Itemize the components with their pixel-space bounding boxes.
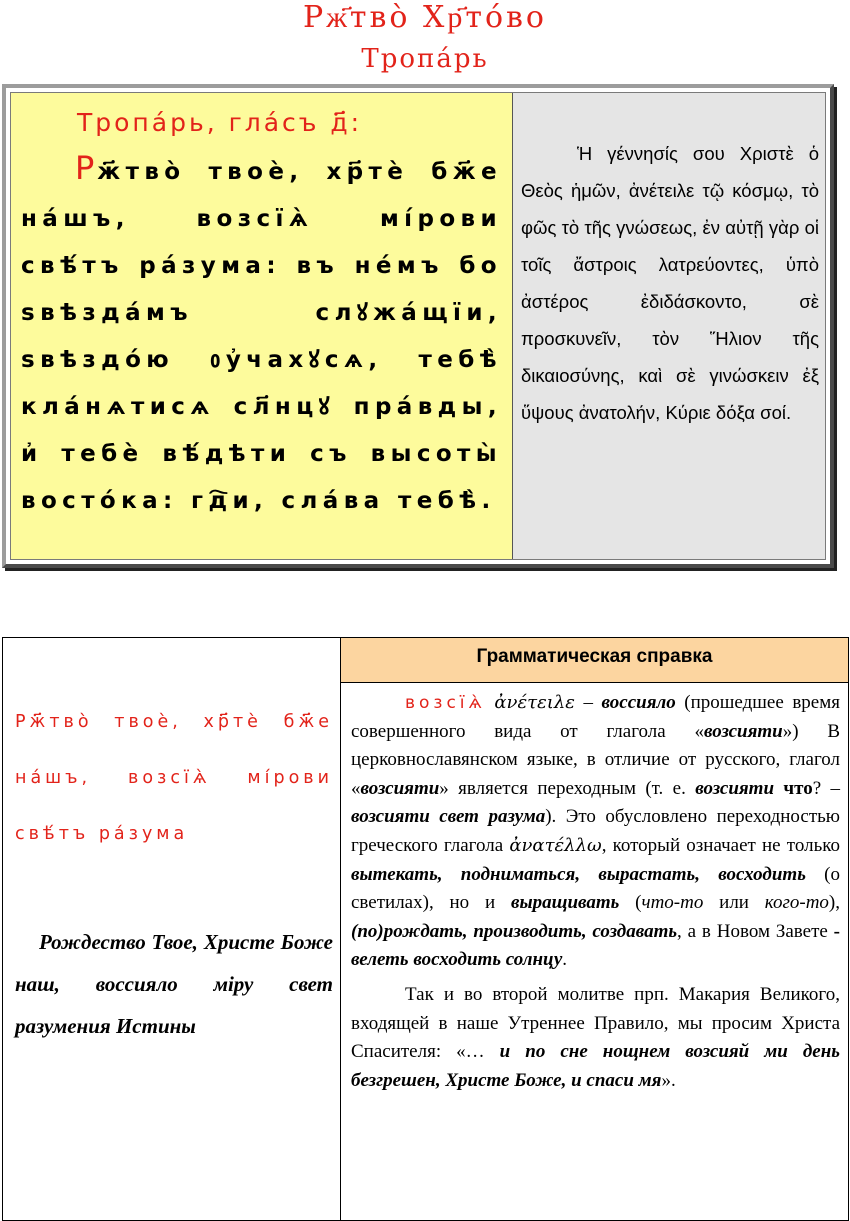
troparion-panel [2, 84, 834, 568]
text-run [774, 778, 783, 799]
text-run: » является переходным (т. е. [439, 777, 696, 799]
text-run: ). Это обусловлено переходностью греческого глагола [351, 806, 840, 856]
dash: – [574, 692, 602, 713]
page-subtitle: Тропа́рь [361, 44, 489, 74]
grammar-header: Грамматическая справка [341, 638, 848, 683]
greek-verb: ἀνατέλλω [509, 834, 602, 856]
term-vozsiyati-svet: возсияти свет разума [351, 806, 546, 828]
page-title: Рж҃тво̀ Хр҃то́во [303, 0, 547, 35]
grammar-right-column [341, 638, 848, 1220]
term-chto-to: что-то [641, 892, 704, 914]
grammar-left-column [3, 638, 341, 1220]
troparion-heading: Тропа́рь, гла́съ д҃: [77, 108, 363, 137]
term-vossiyalo: воссияло [601, 692, 676, 713]
text-run: или [703, 892, 765, 914]
grammar-reference-body [341, 683, 848, 1095]
troparion-slavonic-text [21, 145, 502, 525]
greek-cell [513, 93, 825, 559]
cs-word: возсїѧ̀ [405, 693, 486, 713]
text-run: ». [661, 1069, 676, 1091]
term-velet: велеть восходить солнцу [351, 949, 563, 971]
grammar-table [2, 637, 849, 1221]
text-run: ») В церковнославянском языке, в отличие от русского, глагол « [351, 720, 840, 799]
term-vyrashchivat: выращивать [510, 892, 620, 914]
greek-word: ἀνέτειλε [494, 692, 575, 713]
text-run: (о светилах), но и [351, 863, 840, 914]
text-run: , который означает не только [601, 834, 841, 856]
term-meanings: вытекать, подниматься, вырастать, восходить [351, 863, 806, 885]
dash: - [833, 920, 840, 942]
grammar-paragraph-2 [351, 981, 840, 1095]
text-run: , а в Новом Завете [677, 920, 834, 942]
text-run: ), [828, 892, 840, 914]
grammar-paragraph-1 [351, 689, 840, 975]
text-run: Так и во второй молитве прп. Макария Великого, входящей в наше Утреннее Правило, мы просим Христа Спасителя: «… [351, 983, 840, 1063]
term-rozhdat: (по)рождать, производить, создавать [351, 920, 678, 942]
grammar-russian-translation: Рождество Твое, Христе Боже наш, воссияло міру свет разумения Истины [15, 930, 333, 1038]
troparion-initial: Р [75, 149, 98, 187]
term-chto: что [783, 777, 813, 799]
term-kogo-to: кого-то [764, 892, 829, 914]
term-vozsiyati: возсияти [695, 777, 775, 799]
text-run: ? – [812, 777, 841, 799]
slavonic-cell [11, 93, 513, 559]
grammar-slavonic-phrase: Рж҃тво̀ твоѐ, хр҃тѐ бж҃е на́шъ, возсїѧ̀ мі́рови свѣ́тъ ра́зума [15, 712, 333, 844]
troparion-table [10, 92, 826, 560]
text-run: ( [619, 892, 642, 914]
text-run: . [562, 949, 568, 971]
prayer-quote: и по сне нощнем возсияй ми день безгрешен, Христе Боже, и спаси мя [351, 1041, 840, 1091]
term-vozsiyati: возсияти [703, 720, 783, 742]
text-run: (прошедшее время совершенного вида от глагола « [351, 692, 841, 742]
troparion-slavonic-body: ж҃тво̀ твоѐ, хр҃тѐ бж҃е на́шъ, возсїѧ̀ мі́рови свѣ́тъ ра́зума: въ не́мъ бо ѕвѣзда́мъ слꙋжа́щїи, ѕвѣздо́ю ᲂу҆чахꙋсѧ, тебѣ̀ кла́нѧтисѧ сл҃нцꙋ пра́вды, и҆ тебѐ вѣ́дѣти съ высоты̀ восто́ка: гд҇и, сла́ва тебѣ̀. [21, 159, 502, 514]
term-vozsiyati: возсияти [360, 777, 440, 799]
troparion-greek-text: Ἡ γέννησίς σου Χριστὲ ὁ Θεὸς ἡμῶν, ἀνέτειλε τῷ κόσμῳ, τὸ φῶς τὸ τῆς γνώσεως, ἐν αὐτῇ γὰρ οἱ τοῖς ἄστροις λατρεύοντες, ὑπὸ ἀστέρος ἐδιδάσκοντο, σὲ προσκυνεῖν, τὸν Ἥλιον τῆς δικαιοσύνης, καὶ σὲ γινώσκειν ἐξ ὕψους ἀνατολήν, Κύριε δόξα σοί. [521, 143, 819, 423]
